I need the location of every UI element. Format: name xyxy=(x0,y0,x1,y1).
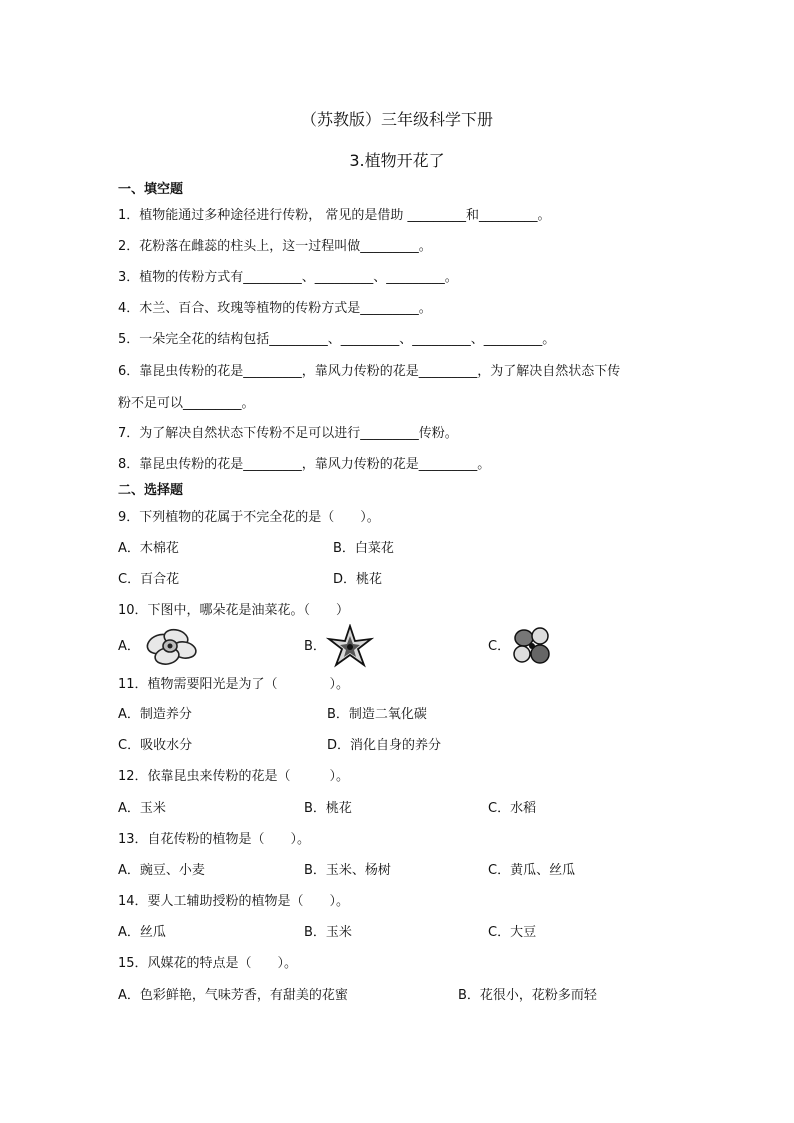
question-14-option-a: A．丝瓜 xyxy=(118,925,166,940)
question-11-option-b: B．制造二氧化碳 xyxy=(327,707,427,722)
question-13-option-b: B．玉米、杨树 xyxy=(304,863,391,878)
question-9-option-c: C．百合花 xyxy=(118,572,180,587)
question-9-stem: 9．下列植物的花属于不完全花的是（ ）。 xyxy=(118,510,380,525)
question-14-stem: 14．要人工辅助授粉的植物是（ ）。 xyxy=(118,894,350,909)
question-12-option-b: B．桃花 xyxy=(304,801,352,816)
fill-question-7: 7．为了解决自然状态下传粉不足可以进行_________传粉。 xyxy=(118,426,458,441)
question-10-option-a: A． xyxy=(118,639,140,654)
question-14-option-c: C．大豆 xyxy=(488,925,537,940)
lesson-title: 3.植物开花了 xyxy=(349,151,445,170)
fill-question-6: 6．靠昆虫传粉的花是_________，靠风力传粉的花是_________，为了解决自然状态下传 xyxy=(118,364,621,379)
five-petal-flower-icon xyxy=(140,626,200,666)
question-10-stem: 10．下图中，哪朵花是油菜花。（ ） xyxy=(118,603,350,618)
question-10-option-b: B． xyxy=(304,639,326,654)
question-13-option-a: A．豌豆、小麦 xyxy=(118,863,205,878)
question-9-option-a: A．木棉花 xyxy=(118,541,179,556)
question-12-option-c: C．水稻 xyxy=(488,801,537,816)
fill-question-1: 1．植物能通过多种途径进行传粉， 常见的是借助 _________和_________。 xyxy=(118,208,551,223)
document-title: （苏教版）三年级科学下册 xyxy=(300,110,493,129)
question-9-option-b: B．白菜花 xyxy=(333,541,394,556)
fill-question-6-cont: 粉不足可以_________。 xyxy=(118,396,255,411)
question-13-stem: 13．自花传粉的植物是（ ）。 xyxy=(118,832,311,847)
question-11-option-c: C．吸收水分 xyxy=(118,738,193,753)
question-11-stem: 11．植物需要阳光是为了（ ）。 xyxy=(118,677,350,692)
section-choice-heading: 二、选择题 xyxy=(118,483,184,498)
fill-question-3: 3．植物的传粉方式有_________、_________、_________。 xyxy=(118,270,458,285)
question-11-option-d: D．消化自身的养分 xyxy=(327,738,442,753)
question-12-stem: 12．依靠昆虫来传粉的花是（ ）。 xyxy=(118,769,350,784)
fill-question-8: 8．靠昆虫传粉的花是_________，靠风力传粉的花是_________。 xyxy=(118,457,491,472)
question-14-option-b: B．玉米 xyxy=(304,925,352,940)
question-13-option-c: C．黄瓜、丝瓜 xyxy=(488,863,576,878)
question-9-option-d: D．桃花 xyxy=(333,572,383,587)
question-10-option-c: C． xyxy=(488,639,511,654)
fill-question-2: 2．花粉落在雌蕊的柱头上，这一过程叫做_________。 xyxy=(118,239,432,254)
question-11-option-a: A．制造养分 xyxy=(118,707,192,722)
question-15-option-b: B．花很小，花粉多而轻 xyxy=(458,988,597,1003)
question-15-option-a: A．色彩鲜艳，气味芳香，有甜美的花蜜 xyxy=(118,988,348,1003)
fill-question-5: 5．一朵完全花的结构包括_________、_________、_________、_________。 xyxy=(118,332,556,347)
fill-question-4: 4．木兰、百合、玫瑰等植物的传粉方式是_________。 xyxy=(118,301,432,316)
star-flower-icon xyxy=(326,624,374,668)
question-15-stem: 15．风媒花的特点是（ ）。 xyxy=(118,956,298,971)
section-fill-heading: 一、填空题 xyxy=(118,182,184,197)
question-12-option-a: A．玉米 xyxy=(118,801,166,816)
four-petal-flower-icon xyxy=(510,624,554,668)
